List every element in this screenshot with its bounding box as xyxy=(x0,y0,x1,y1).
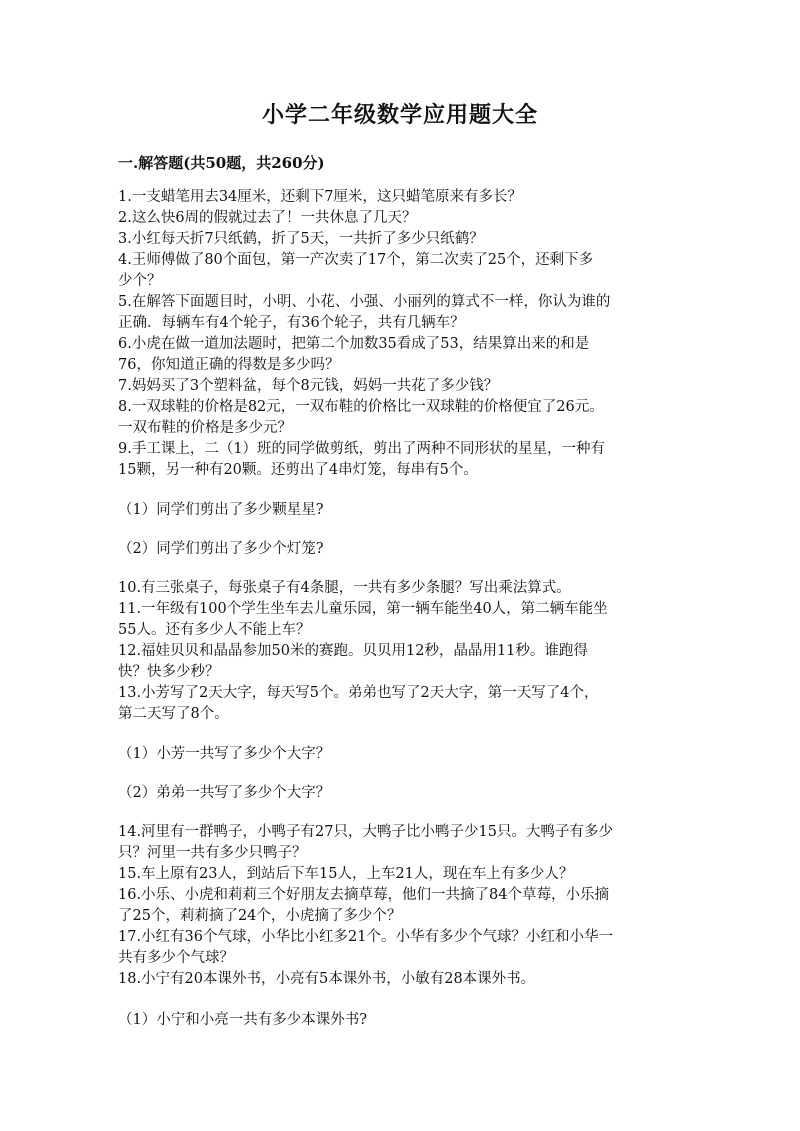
text-line: 9.手工课上，二（1）班的同学做剪纸，剪出了两种不同形状的星星，一种有 xyxy=(118,441,606,457)
text-line: 11.一年级有100个学生坐车去儿童乐园，第一辆车能坐40人，第二辆车能坐 xyxy=(118,601,608,617)
text-line: 15.车上原有23人，到站后下车15人，上车21人，现在车上有多少人？ xyxy=(118,866,574,882)
sub-question: （1）小芳一共写了多少个大字？ xyxy=(118,746,331,762)
page-title: 小学二年级数学应用题大全 xyxy=(261,102,538,128)
text-line: 快？快多少秒？ xyxy=(118,664,220,680)
text-line: 4.王师傅做了80个面包，第一产次卖了17个，第二次卖了25个，还剩下多 xyxy=(118,252,594,268)
sub-question: （1）小宁和小亮一共有多少本课外书? xyxy=(118,1012,367,1028)
text-line: 少个？ xyxy=(118,273,162,289)
sub-question: （2）弟弟一共写了多少个大字？ xyxy=(118,785,331,801)
text-line: 第二天写了8个。 xyxy=(118,706,229,722)
sub-question: （2）同学们剪出了多少个灯笼? xyxy=(118,541,324,557)
text-line: 55人。还有多少人不能上车？ xyxy=(118,622,311,638)
text-line: 一双布鞋的价格是多少元？ xyxy=(118,420,292,436)
text-line: 17.小红有36个气球，小华比小红多21个。小华有多少个气球？小红和小华一 xyxy=(118,929,613,945)
sub-question: （1）同学们剪出了多少颗星星? xyxy=(118,502,324,518)
text-line: 10.有三张桌子，每张桌子有4条腿，一共有多少条腿？写出乘法算式。 xyxy=(118,580,571,596)
text-line: 6.小虎在做一道加法题时，把第二个加数35看成了53，结果算出来的和是 xyxy=(118,336,590,352)
text-line: 16.小乐、小虎和莉莉三个好朋友去摘草莓，他们一共摘了84个草莓，小乐摘 xyxy=(118,887,610,903)
text-line: 18.小宁有20本课外书，小亮有5本课外书，小敏有28本课外书。 xyxy=(118,971,536,987)
text-line: 7.妈妈买了3个塑料盆，每个8元钱，妈妈一共花了多少钱？ xyxy=(118,378,499,394)
text-line: 2.这么快6周的假就过去了！一共休息了几天？ xyxy=(118,210,417,226)
text-line: 13.小芳写了2天大字，每天写5个。弟弟也写了2天大字，第一天写了4个， xyxy=(118,685,599,701)
text-line: 76，你知道正确的得数是多少吗？ xyxy=(118,357,340,373)
text-line: 1.一支蜡笔用去34厘米，还剩下7厘米，这只蜡笔原来有多长？ xyxy=(118,189,523,205)
text-line: 共有多少个气球？ xyxy=(118,950,234,966)
text-line: 14.河里有一群鸭子，小鸭子有27只，大鸭子比小鸭子少15只。大鸭子有多少 xyxy=(118,824,613,840)
text-line: 8.一双球鞋的价格是82元，一双布鞋的价格比一双球鞋的价格便宜了26元。 xyxy=(118,399,604,415)
text-line: 5.在解答下面题目时，小明、小花、小强、小丽列的算式不一样，你认为谁的 xyxy=(118,294,611,310)
text-line: 只？河里一共有多少只鸭子？ xyxy=(118,845,307,861)
text-line: 正确．每辆车有4个轮子，有36个轮子，共有几辆车？ xyxy=(118,315,465,331)
section-heading: 一.解答题(共50题，共260分) xyxy=(118,154,325,172)
text-line: 了25个，莉莉摘了24个，小虎摘了多少个？ xyxy=(118,908,402,924)
text-line: 15颗，另一种有20颗。还剪出了4串灯笼，每串有5个。 xyxy=(118,462,478,478)
text-line: 12.福娃贝贝和晶晶参加50米的赛跑。贝贝用12秒，晶晶用11秒。谁跑得 xyxy=(118,643,588,659)
text-line: 3.小红每天折7只纸鹤，折了5天，一共折了多少只纸鹤？ xyxy=(118,231,484,247)
